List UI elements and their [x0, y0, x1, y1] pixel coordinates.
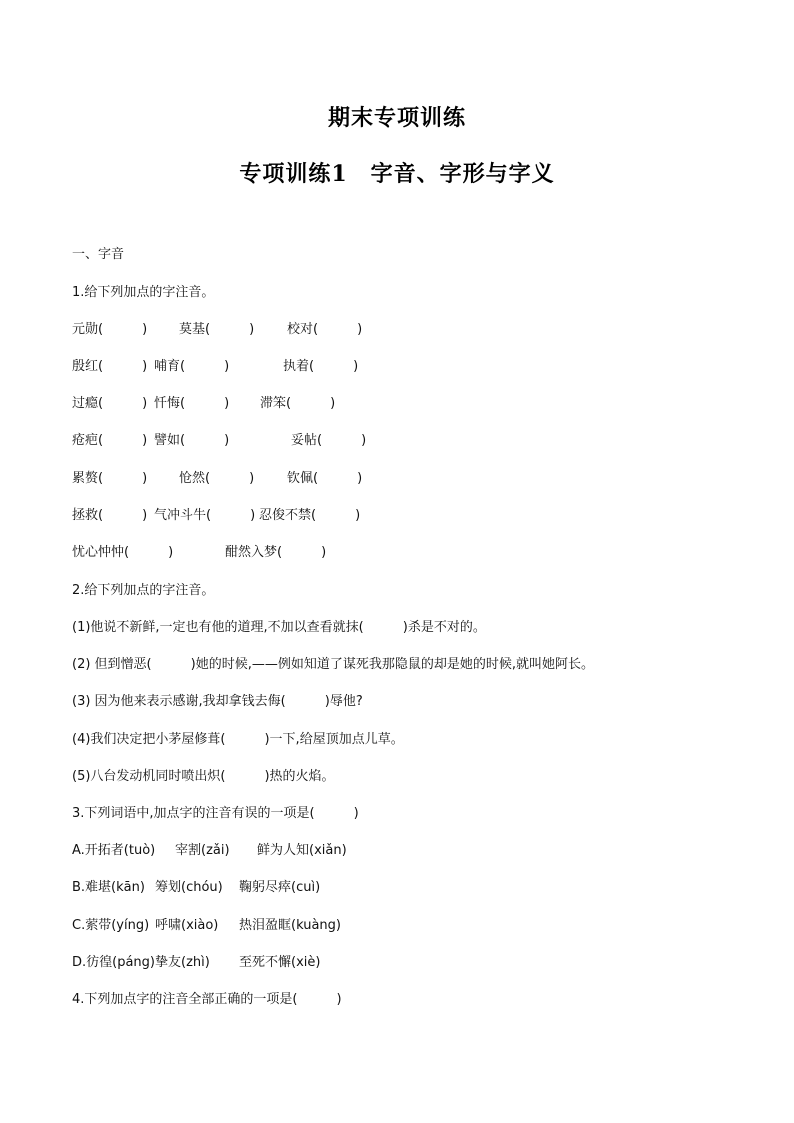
q3-option-word: 宰割(zǎi) [175, 843, 230, 858]
q1-item: 过瘾( ) [72, 396, 148, 411]
q1-row [72, 544, 772, 562]
q3-option [72, 842, 772, 860]
q2-item: (2) 但到憎恶( )她的时候,——例如知道了谋死我那隐鼠的却是她的时候,就叫她阿长。 [72, 657, 594, 672]
q1-item: 忏悔( ) [154, 396, 230, 411]
q1-item: 殷红( ) [72, 359, 148, 374]
q1-row [72, 507, 772, 525]
q1-row [72, 358, 772, 376]
q3-option-word: 挚友(zhì) [155, 955, 210, 970]
q3-option-word: 鲜为人知(xiǎn) [257, 843, 347, 858]
q1-item: 譬如( ) [154, 433, 230, 448]
q1-item: 疮疤( ) [72, 433, 148, 448]
q3-option-word: B.难堪(kān) [72, 880, 145, 895]
q1-row [72, 470, 772, 488]
q2-item: (1)他说不新鲜,一定也有他的道理,不加以查看就抹( )杀是不对的。 [72, 620, 486, 635]
q1-item: 元勋( ) [72, 322, 148, 337]
q1-item: 滞笨( ) [260, 396, 336, 411]
q1-item: 校对( ) [287, 322, 363, 337]
q1-item: 酣然入梦( ) [225, 545, 327, 560]
q3-option [72, 954, 772, 972]
q1-item: 钦佩( ) [287, 471, 363, 486]
q2-prompt: 2.给下列加点的字注音。 [72, 583, 215, 598]
q1-item: 气冲斗牛( ) [154, 508, 256, 523]
q2-item: (3) 因为他来表示感谢,我却拿钱去侮( )辱他? [72, 694, 363, 709]
q3-option-word: A.开拓者(tuò) [72, 843, 156, 858]
q1-row [72, 395, 772, 413]
q1-item: 妥帖( ) [291, 433, 367, 448]
q2-item: (5)八台发动机同时喷出炽( )热的火焰。 [72, 769, 335, 784]
q3-option-word: 至死不懈(xiè) [239, 955, 321, 970]
q1-item: 忍俊不禁( ) [259, 508, 361, 523]
q3-option-word: D.彷徨(páng) [72, 955, 155, 970]
q3-option [72, 917, 772, 935]
q1-item: 莫基( ) [179, 322, 255, 337]
q1-item: 怆然( ) [179, 471, 255, 486]
q2-item: (4)我们决定把小茅屋修葺( )一下,给屋顶加点儿草。 [72, 732, 404, 747]
q1-item: 拯救( ) [72, 508, 148, 523]
q3-option [72, 879, 772, 897]
page-subtitle: 专项训练1 字音、字形与字义 [239, 161, 555, 187]
q3-option-word: 热泪盈眶(kuàng) [239, 918, 341, 933]
q4-prompt: 4.下列加点字的注音全部正确的一项是( ) [72, 992, 342, 1007]
q1-item: 哺育( ) [154, 359, 230, 374]
q1-prompt: 1.给下列加点的字注音。 [72, 285, 215, 300]
q1-item: 执着( ) [283, 359, 359, 374]
q1-row [72, 432, 772, 450]
q1-item: 忧心忡忡( ) [72, 545, 174, 560]
section-header: 一、字音 [72, 247, 125, 262]
q3-option-word: 筹划(chóu) [155, 880, 223, 895]
page-title: 期末专项训练 [327, 105, 466, 131]
q3-option-word: C.萦带(yíng) [72, 918, 150, 933]
q3-prompt: 3.下列词语中,加点字的注音有误的一项是( ) [72, 806, 359, 821]
q3-option-word: 鞠躬尽瘁(cuì) [239, 880, 321, 895]
q3-option-word: 呼啸(xiào) [155, 918, 219, 933]
q1-row [72, 321, 772, 339]
q1-item: 累赘( ) [72, 471, 148, 486]
